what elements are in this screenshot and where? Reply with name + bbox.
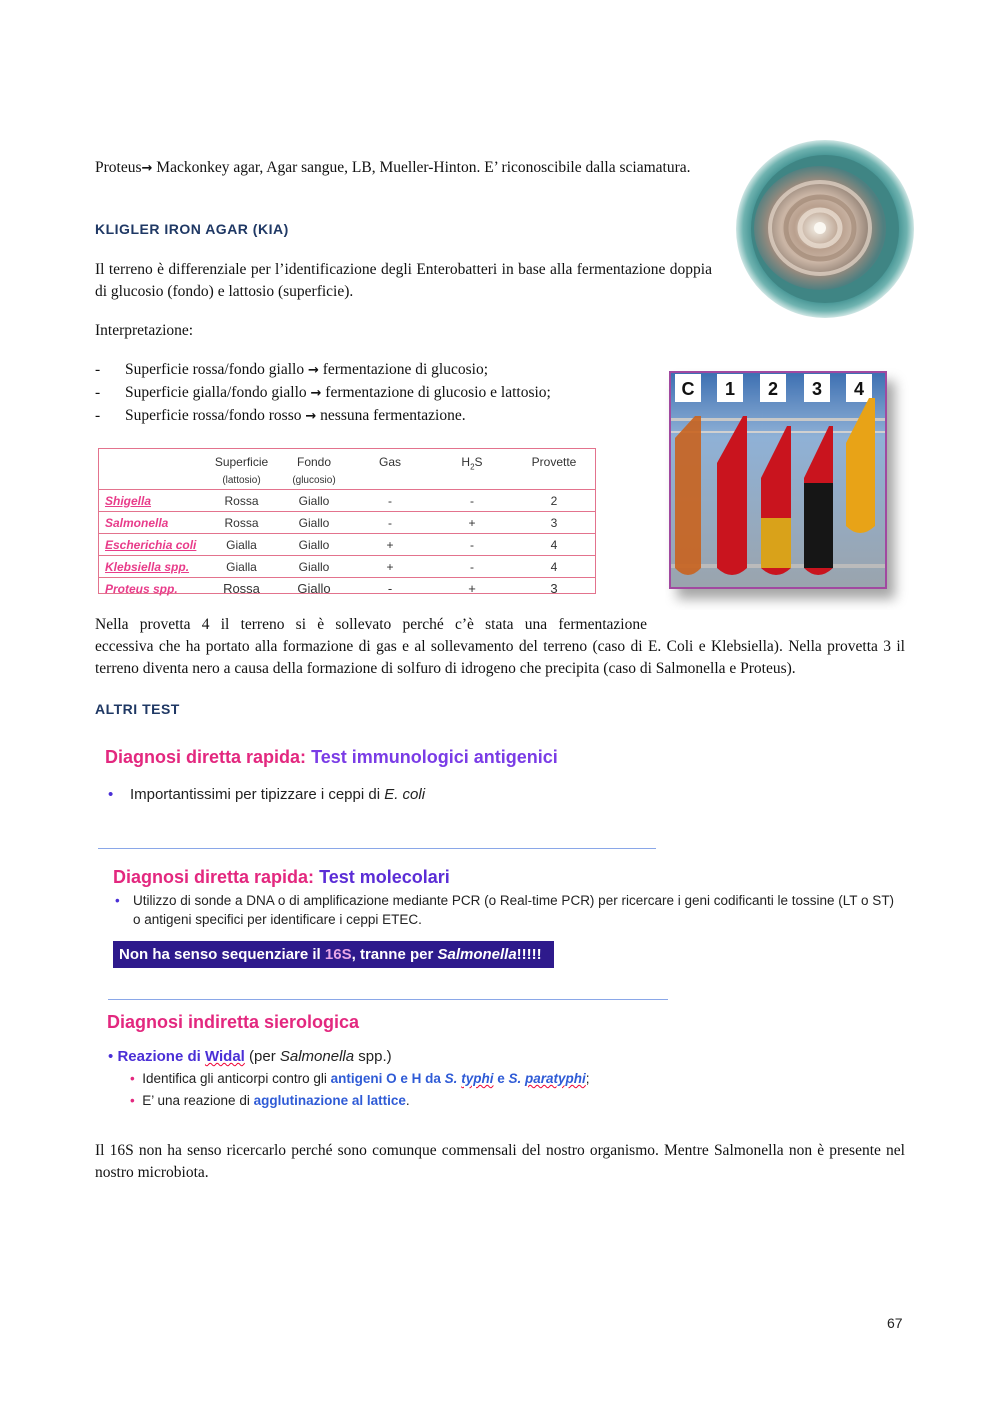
slide3-sub2: • E’ una reazione di agglutinazione al lattice. — [130, 1093, 410, 1108]
kia-heading: KLIGLER IRON AGAR (KIA) — [95, 221, 289, 237]
proteus-text: Mackonkey agar, Agar sangue, LB, Mueller-Hinton. E’ riconoscibile dalla sciamatura. — [156, 159, 691, 176]
tube-label: 1 — [724, 379, 736, 399]
tube-label: C — [681, 379, 695, 399]
sequencing-banner: Non ha senso sequenziare il 16S, tranne per Salmonella!!!!! — [113, 941, 554, 968]
slide3-bullet: • Reazione di Widal (per Salmonella spp.) — [108, 1048, 392, 1065]
kia-table — [98, 448, 596, 594]
tube-label: 3 — [811, 379, 823, 399]
petri-dish-image — [734, 138, 916, 320]
slide2-bullet: • Utilizzo di sonde a DNA o di amplificazione mediante PCR (o Real-time PCR) per ricercare i geni codificanti le tossine (LT o ST) o antigeni specifici per identificare i ceppi ETEC. — [115, 893, 895, 927]
col-header-provette: Provette — [531, 455, 577, 469]
table-row: Klebsiella spp. Gialla Giallo + - 4 — [99, 556, 595, 578]
closing-paragraph: Il 16S non ha senso ricercarlo perché sono comunque commensali del nostro organismo. Mentre Salmonella non è presente nel nostro microbiota. — [95, 1142, 905, 1181]
arrow-icon: → — [307, 363, 319, 378]
slide2-title: Diagnosi diretta rapida: Test molecolari — [113, 867, 450, 887]
table-row: Escherichia coli Gialla Giallo + - 4 — [99, 534, 595, 556]
arrow-icon: → — [305, 409, 317, 424]
list-item: - Superficie rossa/fondo rosso → nessuna fermentazione. — [95, 405, 655, 428]
col-header-gas: Gas — [378, 455, 401, 469]
divider — [98, 848, 656, 849]
arrow-icon: → — [310, 386, 322, 401]
table-row: Proteus spp. Rossa Giallo - + 3 — [99, 578, 595, 600]
proteus-paragraph — [95, 157, 712, 180]
tube-label: 2 — [767, 379, 779, 399]
divider — [108, 999, 668, 1000]
interpretation-label: Interpretazione: — [95, 322, 194, 339]
col-header-h2s: $H_2S$ — [461, 455, 483, 472]
table-header-row — [99, 449, 595, 490]
slide3-sub1: • Identifica gli anticorpi contro gli antigeni O e H da S. typhi e S. paratyphi; — [130, 1071, 590, 1086]
arrow-icon: → — [141, 161, 153, 176]
table-row: Salmonella Rossa Giallo - + 3 — [99, 512, 595, 534]
altri-test-heading: ALTRI TEST — [95, 701, 180, 717]
page-number: 67 — [887, 1315, 903, 1331]
kia-intro: Il terreno è differenziale per l’identificazione degli Enterobatteri in base alla fermentazione doppia di glucosio (fondo) e lattosio (superficie). — [95, 261, 712, 300]
proteus-name: Proteus — [95, 159, 142, 176]
test-tubes-image — [665, 368, 923, 610]
interpretation-list — [95, 359, 655, 428]
list-item: - Superficie gialla/fondo giallo → fermentazione di glucosio e lattosio; — [95, 382, 655, 405]
table-row: Shigella Rossa Giallo - - 2 — [99, 490, 595, 512]
list-item: - Superficie rossa/fondo giallo → fermentazione di glucosio; — [95, 359, 655, 382]
col-header-fondo: Fondo (glucosio) — [292, 455, 336, 486]
slide1-title: Diagnosi diretta rapida: Test immunologici antigenici — [105, 747, 558, 767]
slide3-title: Diagnosi indiretta sierologica — [107, 1012, 360, 1032]
tube-paragraph-rest: eccessiva che ha portato alla formazione di gas e al sollevamento del terreno (caso di E. Coli e Klebsiella). Nella provetta 3 il terreno diventa nero a causa della formazione di solfuro di idrogeno che precipita (caso di Salmonella e Proteus). — [95, 638, 905, 677]
col-header-superficie: Superficie (lattosio) — [214, 455, 269, 486]
tube-paragraph-line1: Nella provetta 4 il terreno si è sollevato perché c’è stata una fermentazione — [95, 616, 647, 633]
tube-label: 4 — [853, 379, 865, 399]
slide1-bullet: • Importantissimi per tipizzare i ceppi di E. coli — [108, 786, 426, 803]
